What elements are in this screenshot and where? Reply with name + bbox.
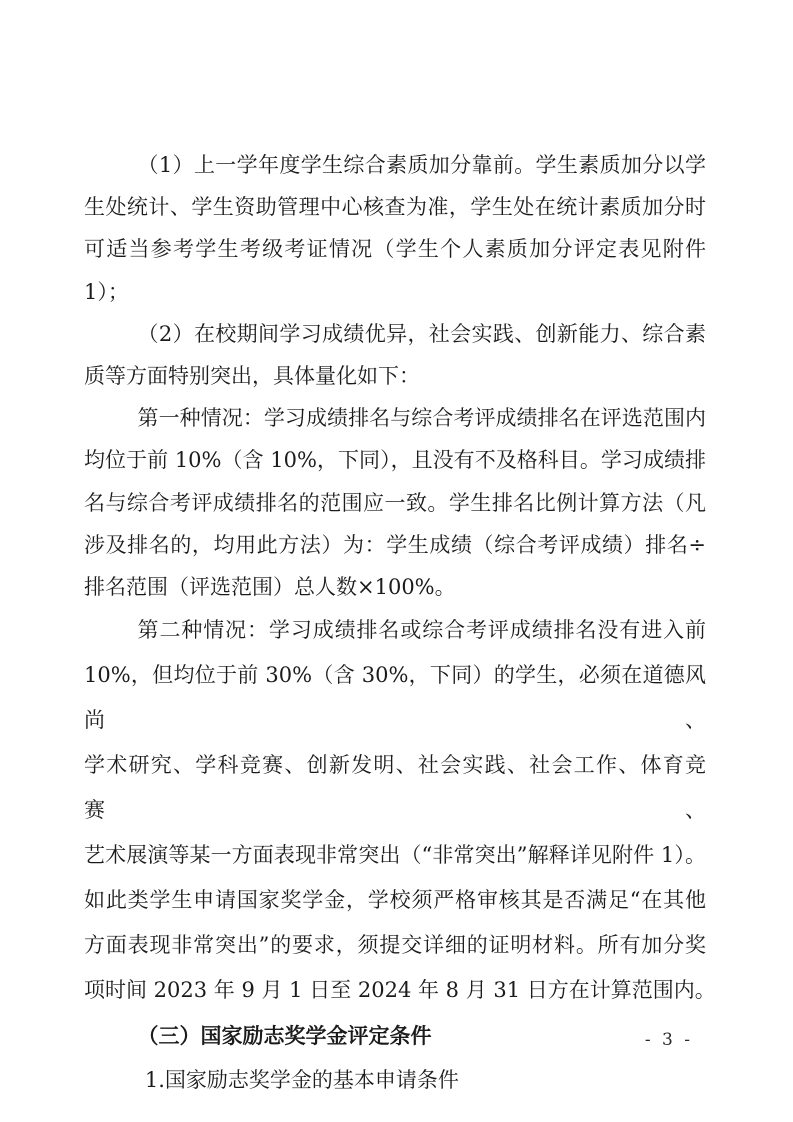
body-section-upper [84,144,706,608]
section-heading: （三）国家励志奖学金评定条件 [137,1023,432,1049]
text-line: 方面表现非常突出”的要求，须提交详细的证明材料。所有加分奖 [84,933,706,958]
list-item-1: 1.国家励志奖学金的基本申请条件 [144,1068,459,1093]
text-line: 名与综合考评成绩排名的范围应一致。学生排名比例计算方法（凡 [84,490,706,515]
body-section-lower [84,608,716,1103]
text-line: 均位于前 10%（含 10%，下同），且没有不及格科目。学习成绩排 [84,448,706,473]
text-line: （2）在校期间学习成绩优异，社会实践、创新能力、综合素 [137,321,706,346]
text-line: 生处统计、学生资助管理中心核查为准，学生处在统计素质加分时 [84,195,706,220]
page-number: - 3 - [644,1030,693,1050]
text-line: 如此类学生申请国家奖学金，学校须严格审核其是否满足“在其他 [84,888,706,913]
text-line: （1）上一学年度学生综合素质加分靠前。学生素质加分以学 [137,153,706,177]
text-line: 质等方面特别突出，具体量化如下： [84,364,420,389]
text-line: 排名范围（评选范围）总人数×100%。 [84,575,456,600]
text-line: 涉及排名的，均用此方法）为：学生成绩（综合考评成绩）排名÷ [84,532,706,557]
text-line: 可适当参考学生考级考证情况（学生个人素质加分评定表见附件 [84,237,706,262]
text-line: 第二种情况：学习成绩排名或综合考评成绩排名没有进入前 [137,618,706,643]
text-line: 项时间 2023 年 9 月 1 日至 2024 年 8 月 31 日方在计算范围内。 [84,978,716,1003]
text-line: 学术研究、学科竞赛、创新发明、社会实践、社会工作、体育竞赛、 [84,753,706,823]
text-line: 10%，但均位于前 30%（含 30%，下同）的学生，必须在道德风尚、 [84,663,706,733]
text-line: 第一种情况：学习成绩排名与综合考评成绩排名在评选范围内 [137,406,706,431]
text-line: 艺术展演等某一方面表现非常突出（“非常突出”解释详见附件 1）。 [84,843,706,868]
document-text-block [84,144,716,1103]
text-line: 1）； [84,279,129,304]
